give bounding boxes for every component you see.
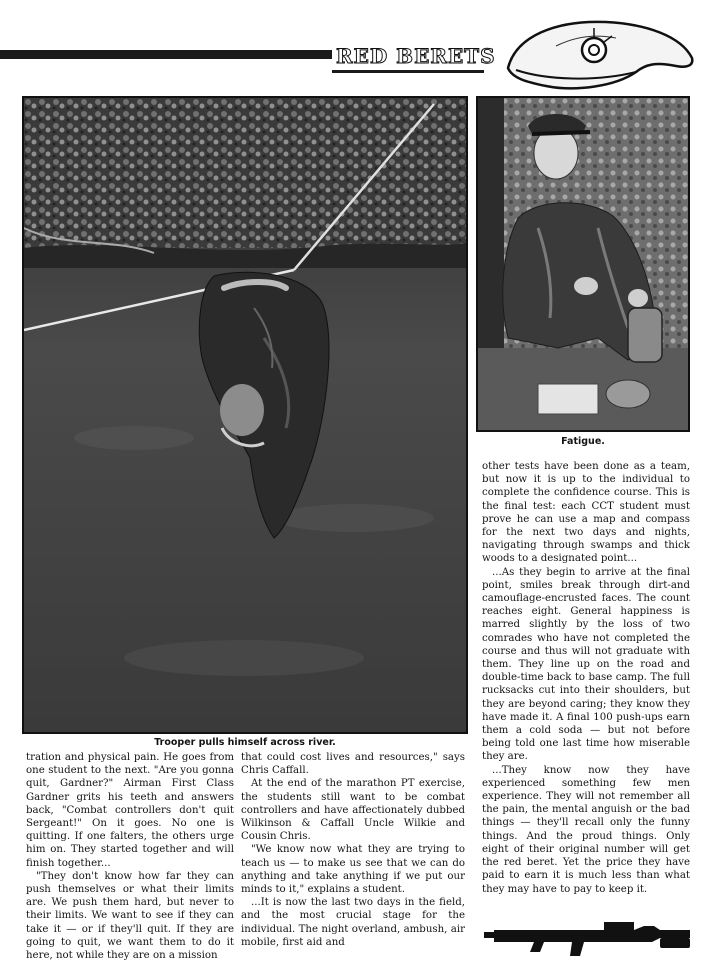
beret-icon bbox=[496, 6, 696, 98]
paragraph: ...It is now the last two days in the field, and the most crucial stage for the individual. The night overland, ambush, air mobile, first aid and bbox=[241, 897, 465, 948]
header-bar bbox=[0, 50, 332, 59]
paragraph: tration and physical pain. He goes from one student to the next. "Are you gonna quit, Gardner?" Airman First Class Gardner grits his teeth and answers back, "Combat controllers don't quit Sergeant!" On it goes. No one is quitting. If one falters, the others urge him on. They started together and will finish together... bbox=[26, 752, 234, 869]
section-title: RED BERETS bbox=[336, 44, 496, 68]
fatigue-photo-caption: Fatigue. bbox=[561, 436, 605, 447]
paragraph: ...As they begin to arrive at the final point, smiles break through dirt-and camouflage-encrusted faces. The count reaches eight. General happiness is marred slightly by the loss of two comrades who have not completed the course and thus will not graduate with them. They line up on the road and double-time back to base camp. The full rucksacks cut into their shoulders, but they are beyond caring; they know they have made it. A final 100 push-ups earn them a cold soda — but not before being told one last time how miserable they are. bbox=[482, 566, 690, 763]
text-column-1 bbox=[26, 751, 234, 973]
river-photo bbox=[22, 96, 468, 734]
text-column-2 bbox=[241, 751, 465, 973]
text-column-3 bbox=[482, 460, 690, 896]
paragraph: ...They know now they have experienced something few men experience. They will not remember all the pain, the mental anguish or the bad things — they'll recall only the funny things. And the proud things. Only eight of their original number will get the red beret. Yet the price they have paid to earn it is much less than what they may have to pay to keep it. bbox=[482, 764, 690, 895]
rifle-icon bbox=[484, 918, 690, 958]
paragraph: At the end of the marathon PT exercise, the students still want to be combat controllers and have affectionately dubbed Wilkinson & Caffall Uncle Wilkie and Cousin Chris. bbox=[241, 778, 465, 843]
header-rule bbox=[332, 70, 484, 73]
fatigue-photo bbox=[476, 96, 690, 432]
paragraph: "We know now what they are trying to teach us — to make us see that we can do anything and take anything if we put our minds to it," explains a student. bbox=[241, 844, 465, 896]
river-photo-caption: Trooper pulls himself across river. bbox=[154, 737, 336, 748]
paragraph: "They don't know how far they can push themselves or what their limits are. We push them hard, but never to their limits. We want to see if they can take it — or if they'll quit. If they are going to quit, we want them to do it here, not while they are on a mission bbox=[26, 870, 234, 962]
paragraph: that could cost lives and resources," says Chris Caffall. bbox=[241, 752, 465, 777]
paragraph: other tests have been done as a team, but now it is up to the individual to complete the confidence course. This is the final test: each CCT student must prove he can use a map and compass for the next two days and nights, navigating through swamps and thick woods to a designated point... bbox=[482, 461, 690, 565]
